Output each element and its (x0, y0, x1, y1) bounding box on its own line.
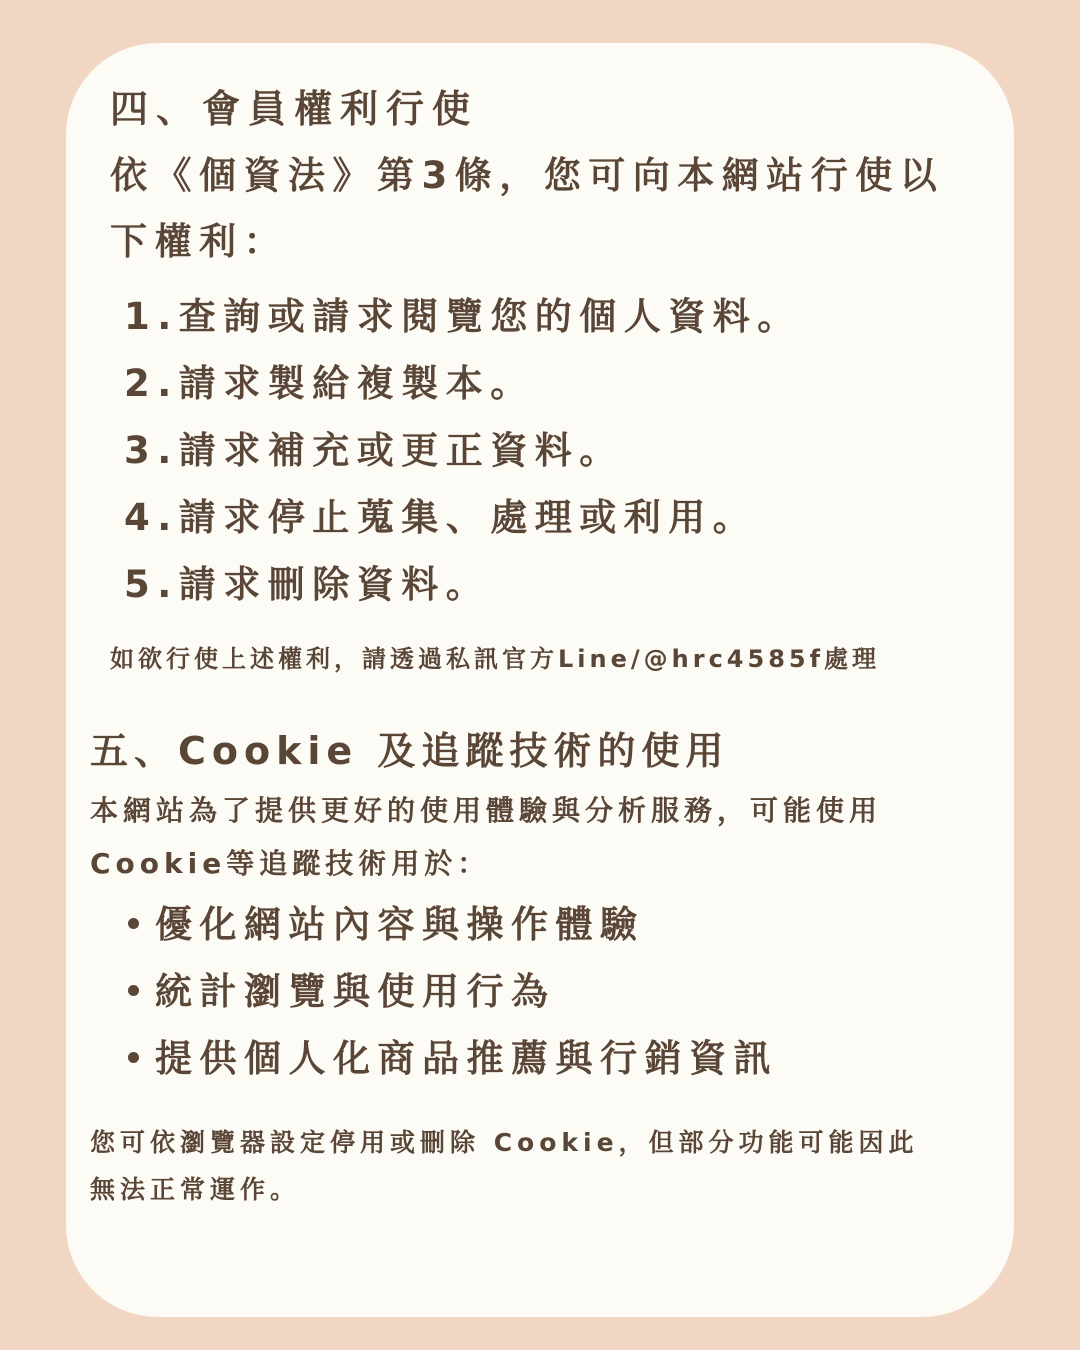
bullet-icon (128, 1052, 139, 1063)
cookie-uses-item-label: 優化網站內容與操作體驗 (155, 903, 645, 946)
rights-list-item: 5.請求刪除資料。 (124, 563, 491, 606)
contact-note: 如欲行使上述權利，請透過私訊官方Line/@hrc4585f處理 (110, 645, 881, 673)
cookie-uses-item (124, 891, 778, 958)
section-4-intro-line-1: 依《個資法》第3條，您可向本網站行使以 (110, 154, 945, 197)
rights-list-item: 1.查詢或請求閱覽您的個人資料。 (124, 295, 802, 338)
cookie-uses-list (124, 891, 778, 1092)
rights-list-item: 3.請求補充或更正資料。 (124, 429, 624, 472)
bullet-icon (128, 918, 139, 929)
section-5-title: 五、Cookie 及追蹤技術的使用 (90, 729, 730, 773)
cookie-footer-line-1: 您可依瀏覽器設定停用或刪除 Cookie，但部分功能可能因此 (90, 1128, 919, 1157)
cookie-uses-item-label: 提供個人化商品推薦與行銷資訊 (155, 1037, 778, 1080)
cookie-uses-item (124, 1025, 778, 1092)
bullet-icon (128, 985, 139, 996)
rights-list-item: 2.請求製給複製本。 (124, 362, 535, 405)
section-4-title: 四、會員權利行使 (110, 87, 479, 131)
cookie-uses-item (124, 958, 778, 1025)
cookie-uses-item-label: 統計瀏覽與使用行為 (155, 970, 556, 1013)
rights-list-item: 4.請求停止蒐集、處理或利用。 (124, 496, 758, 539)
rights-list (124, 283, 802, 618)
section-4-intro-line-2: 下權利： (110, 220, 288, 263)
section-5-intro-line-2: Cookie等追蹤技術用於： (90, 847, 491, 880)
cookie-footer-line-2: 無法正常運作。 (90, 1175, 301, 1204)
section-5-intro-line-1: 本網站為了提供更好的使用體驗與分析服務，可能使用 (90, 794, 883, 827)
